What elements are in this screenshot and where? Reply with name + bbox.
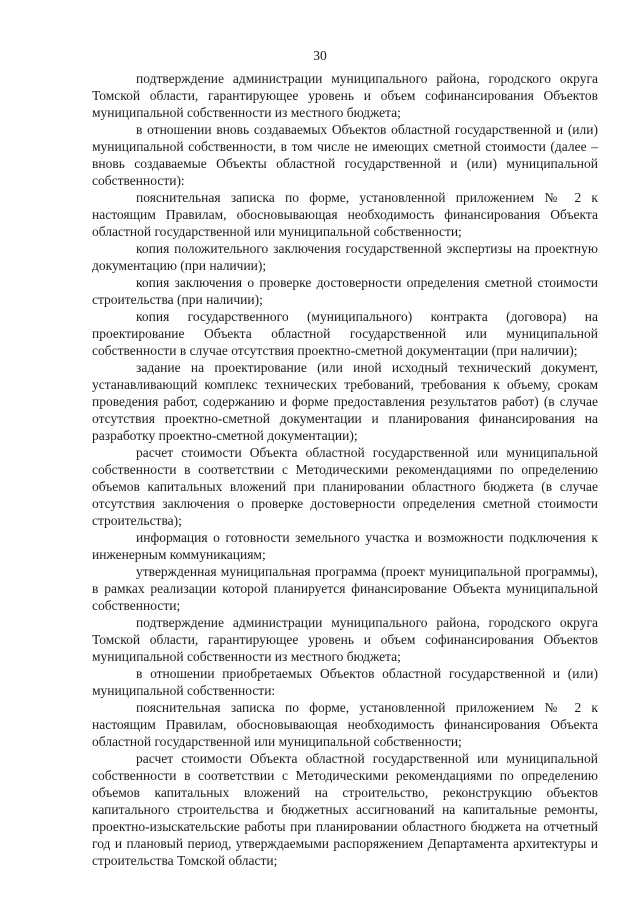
paragraph-3: пояснительная записка по форме, установленной приложением № 2 к настоящим Правилам, обосновывающая необходимость финансирования Объекта областной государственной или муниципальной собственности; bbox=[92, 190, 598, 239]
paragraph-1: подтверждение администрации муниципального района, городского округа Томской области, гарантирующее уровень и объем софинансирования Объектов муниципальной собственности из местного бюджета; bbox=[92, 71, 598, 120]
paragraph-4: копия положительного заключения государственной экспертизы на проектную документацию (при наличии); bbox=[92, 241, 598, 273]
paragraph-12: в отношении приобретаемых Объектов областной государственной и (или) муниципальной собственности: bbox=[92, 666, 598, 698]
paragraph-6: копия государственного (муниципального) контракта (договора) на проектирование Объекта областной государственной или муниципальной собственности в случае отсутствия проектно-сметной документации (при наличии); bbox=[92, 309, 598, 358]
paragraph-9: информация о готовности земельного участка и возможности подключения к инженерным коммуникациям; bbox=[92, 530, 598, 562]
paragraph-2: в отношении вновь создаваемых Объектов областной государственной и (или) муниципальной собственности, в том числе не имеющих сметной стоимости (далее – вновь создаваемые Объекты областной государственной и (или) муниципальной собственности): bbox=[92, 122, 598, 188]
document-body bbox=[92, 70, 598, 869]
paragraph-10: утвержденная муниципальная программа (проект муниципальной программы), в рамках реализации которой планируется финансирование Объекта муниципальной собственности; bbox=[92, 564, 598, 613]
paragraph-7: задание на проектирование (или иной исходный технический документ, устанавливающий комплекс технических требований, требования к объему, срокам проведения работ, содержанию и форме предоставления результатов работ) (в случае отсутствия проектно-сметной документации и планирования финансирования на разработку проектно-сметной документации); bbox=[92, 360, 598, 443]
paragraph-5: копия заключения о проверке достоверности определения сметной стоимости строительства (при наличии); bbox=[92, 275, 598, 307]
paragraph-11: подтверждение администрации муниципального района, городского округа Томской области, гарантирующее уровень и объем софинансирования Объектов муниципальной собственности из местного бюджета; bbox=[92, 615, 598, 664]
paragraph-13: пояснительная записка по форме, установленной приложением № 2 к настоящим Правилам, обосновывающая необходимость финансирования Объекта областной государственной или муниципальной собственности; bbox=[92, 700, 598, 749]
paragraph-8: расчет стоимости Объекта областной государственной или муниципальной собственности в соответствии с Методическими рекомендациями по определению объемов капитальных вложений при планировании областного бюджета (в случае отсутствия заключения о проверке достоверности определения сметной стоимости строительства); bbox=[92, 445, 598, 528]
paragraph-14: расчет стоимости Объекта областной государственной или муниципальной собственности в соответствии с Методическими рекомендациями по определению объемов капитальных вложений на строительство, реконструкцию объектов капитального строительства и бюджетных ассигнований на капитальные ремонты, проектно-изыскательские работы при планировании областного бюджета на отчетный год и плановый период, утверждаемыми распоряжением Департамента архитектуры и строительства Томской области; bbox=[92, 751, 598, 868]
page-number: 30 bbox=[313, 48, 327, 63]
